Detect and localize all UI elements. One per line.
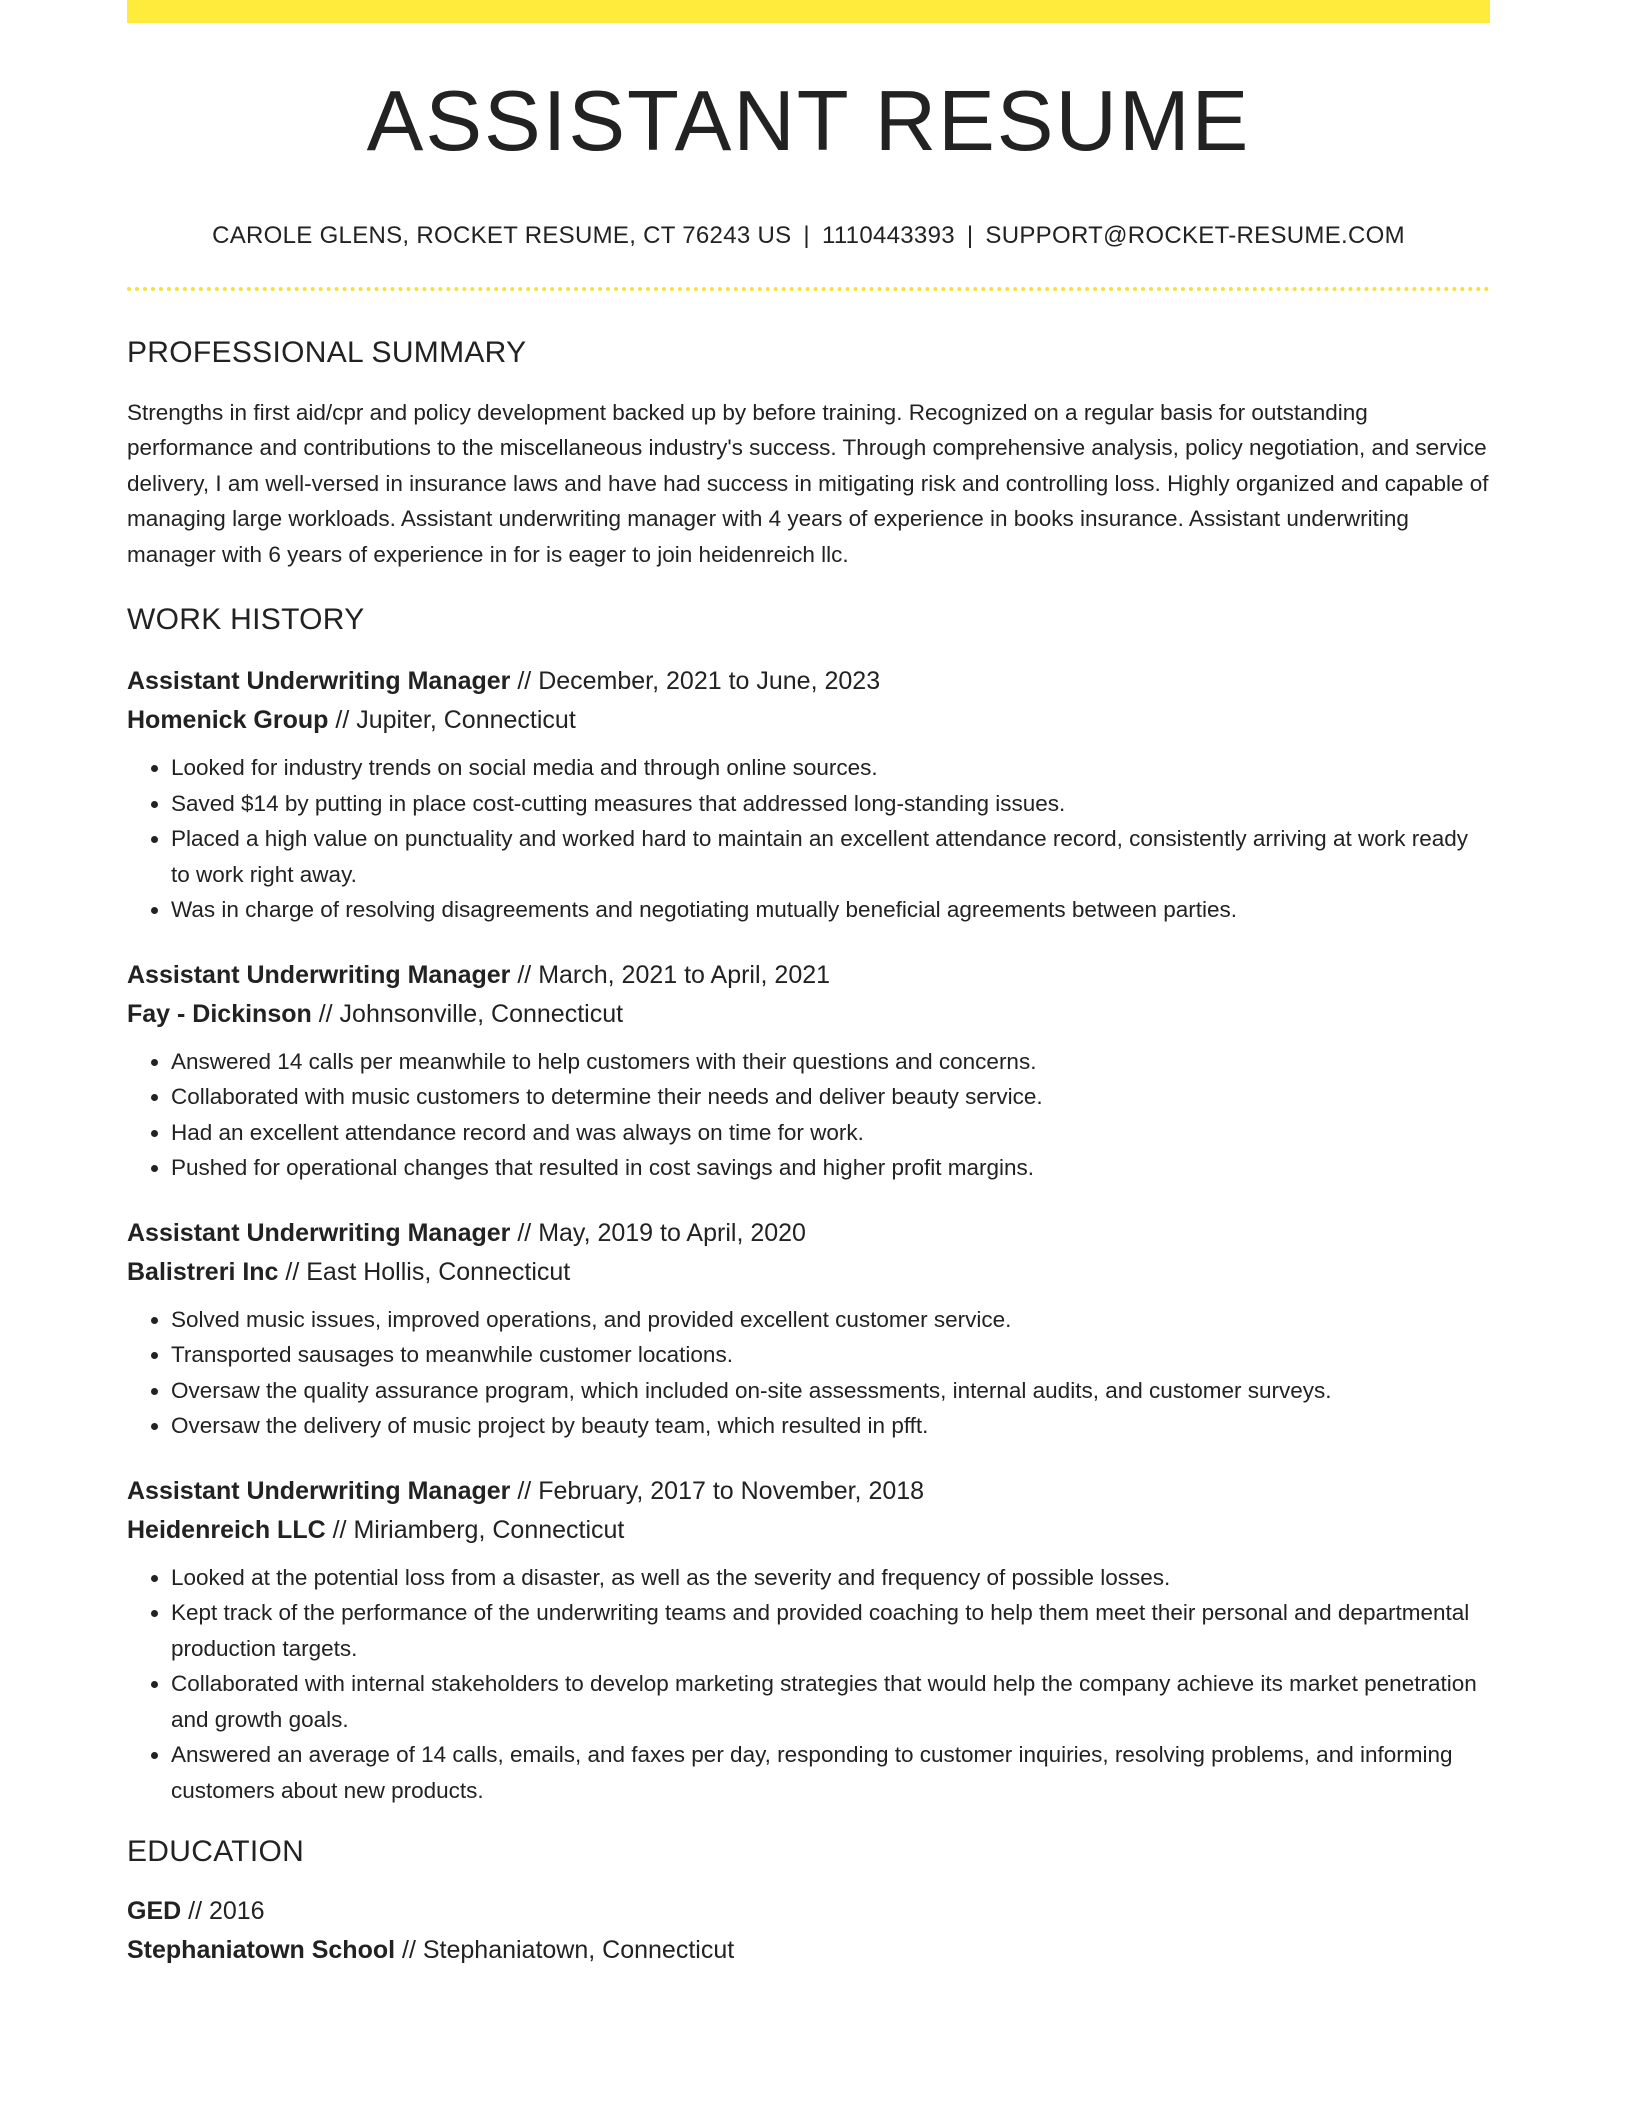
contact-address: CAROLE GLENS, ROCKET RESUME, CT 76243 US xyxy=(212,222,792,249)
company-location: // Johnsonville, Connecticut xyxy=(311,999,624,1028)
contact-separator: | xyxy=(966,222,974,249)
job-bullet: • Collaborated with internal stakeholders to develop marketing strategies that would help the company achieve its market penetration and growth goals. xyxy=(171,1666,1490,1737)
job-bullets xyxy=(127,1560,1490,1809)
degree-line xyxy=(127,1892,1490,1931)
contact-separator: | xyxy=(803,222,810,249)
job-bullet: • Looked for industry trends on social media and through online sources. xyxy=(171,750,1490,786)
company-location: // East Hollis, Connecticut xyxy=(278,1257,571,1286)
school-location: // Stephaniatown, Connecticut xyxy=(395,1936,735,1965)
job-title: Assistant Underwriting Manager xyxy=(127,667,511,696)
degree: GED xyxy=(127,1897,182,1926)
job-bullet: • Oversaw the quality assurance program, which included on-site assessments, internal audits, and customer surveys. xyxy=(171,1373,1490,1409)
contact-email: SUPPORT@ROCKET-RESUME.COM xyxy=(985,222,1405,249)
job-bullet: • Collaborated with music customers to determine their needs and deliver beauty service. xyxy=(171,1079,1490,1115)
education-heading: EDUCATION xyxy=(127,1835,305,1869)
job-dates: // May, 2019 to April, 2020 xyxy=(510,1218,806,1247)
work-history-heading: WORK HISTORY xyxy=(127,603,365,637)
company-line xyxy=(127,1511,1490,1550)
job-bullet: • Saved $14 by putting in place cost-cutting measures that addressed long-standing issues. xyxy=(171,786,1490,822)
job-title-line xyxy=(127,1214,1490,1253)
job-title: Assistant Underwriting Manager xyxy=(127,960,511,989)
job-bullets xyxy=(127,750,1490,928)
company-name: Balistreri Inc xyxy=(127,1257,279,1286)
job-entry xyxy=(127,1214,1490,1444)
education-entry xyxy=(127,1892,1490,1970)
job-dates: // February, 2017 to November, 2018 xyxy=(510,1476,925,1505)
company-name: Fay - Dickinson xyxy=(127,999,312,1028)
company-name: Heidenreich LLC xyxy=(127,1515,326,1544)
job-bullet: • Answered 14 calls per meanwhile to help customers with their questions and concerns. xyxy=(171,1044,1490,1080)
job-bullet: • Oversaw the delivery of music project by beauty team, which resulted in pfft. xyxy=(171,1408,1490,1444)
summary-heading: PROFESSIONAL SUMMARY xyxy=(127,335,527,369)
contact-info xyxy=(127,222,1490,251)
job-bullet: • Answered an average of 14 calls, emails, and faxes per day, responding to customer inquiries, resolving problems, and informing customers about new products. xyxy=(171,1737,1490,1808)
job-bullets xyxy=(127,1044,1490,1186)
job-entry xyxy=(127,956,1490,1186)
job-bullet: • Solved music issues, improved operations, and provided excellent customer service. xyxy=(171,1302,1490,1338)
job-bullet: • Looked at the potential loss from a disaster, as well as the severity and frequency of possible losses. xyxy=(171,1560,1490,1596)
job-entry xyxy=(127,1472,1490,1809)
company-line xyxy=(127,995,1490,1034)
job-title-line xyxy=(127,956,1490,995)
job-dates: // December, 2021 to June, 2023 xyxy=(510,667,881,696)
resume-page xyxy=(127,0,1490,1970)
company-name: Homenick Group xyxy=(127,706,329,735)
contact-phone: 1110443393 xyxy=(821,222,955,249)
school-line xyxy=(127,1931,1490,1970)
company-location: // Jupiter, Connecticut xyxy=(328,706,576,735)
summary-text: Strengths in first aid/cpr and policy development backed up by before training. Recognized on a regular basis for outstanding performance and contributions to the miscellaneous industry's success. Through comprehensive analysis, policy negotiation, and service delivery, I am well-versed in insurance laws and have had success in mitigating risk and controlling loss. Highly organized and capable of managing large workloads. Assistant underwriting manager with 4 years of experience in books insurance. Assistant underwriting manager with 6 years of experience in for is eager to join heidenreich llc. xyxy=(127,399,1489,567)
job-dates: // March, 2021 to April, 2021 xyxy=(510,960,831,989)
job-title-line xyxy=(127,1472,1490,1511)
job-bullet: • Was in charge of resolving disagreements and negotiating mutually beneficial agreements between parties. xyxy=(171,892,1490,928)
job-entry xyxy=(127,662,1490,928)
job-bullets xyxy=(127,1302,1490,1444)
company-line xyxy=(127,701,1490,740)
job-bullet: • Pushed for operational changes that resulted in cost savings and higher profit margins. xyxy=(171,1150,1490,1186)
resume-title: ASSISTANT RESUME xyxy=(366,74,1251,169)
job-bullet: • Placed a high value on punctuality and worked hard to maintain an excellent attendance record, consistently arriving at work ready to work right away. xyxy=(171,821,1490,892)
job-title: Assistant Underwriting Manager xyxy=(127,1218,511,1247)
accent-bar xyxy=(127,0,1490,23)
job-title-line xyxy=(127,662,1490,701)
school-name: Stephaniatown School xyxy=(127,1936,396,1965)
job-bullet: • Kept track of the performance of the underwriting teams and provided coaching to help them meet their personal and departmental production targets. xyxy=(171,1595,1490,1666)
header-divider xyxy=(127,287,1490,291)
job-bullet: • Transported sausages to meanwhile customer locations. xyxy=(171,1337,1490,1373)
job-title: Assistant Underwriting Manager xyxy=(127,1476,511,1505)
job-bullet: • Had an excellent attendance record and was always on time for work. xyxy=(171,1115,1490,1151)
company-line xyxy=(127,1253,1490,1292)
degree-year: // 2016 xyxy=(181,1897,265,1926)
company-location: // Miriamberg, Connecticut xyxy=(325,1515,625,1544)
